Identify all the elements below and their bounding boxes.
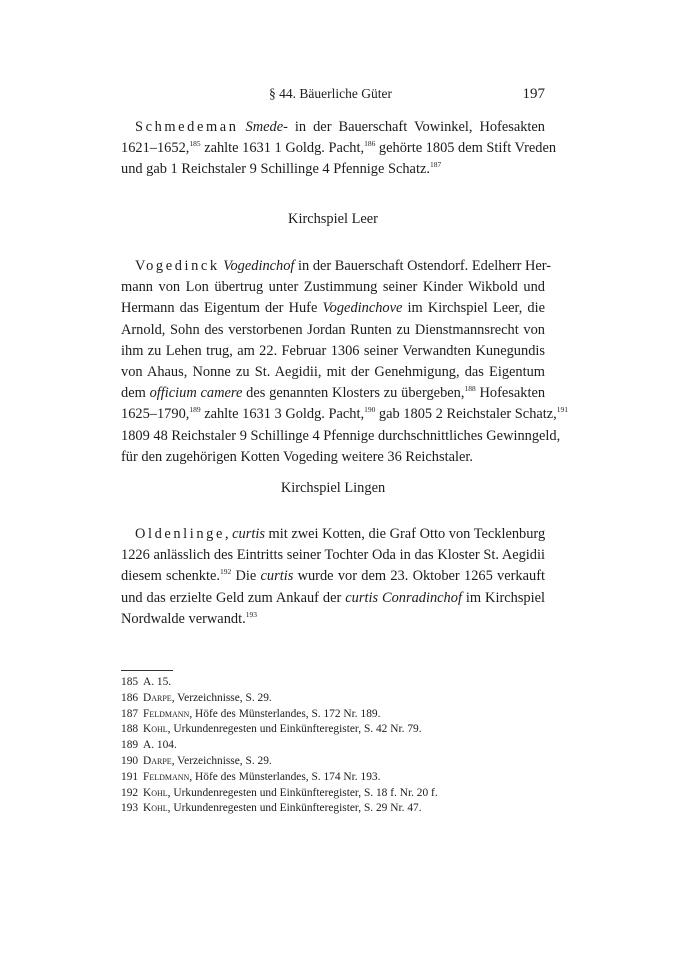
text-line: dem officium camere des genannten Klosters zu übergeben,$^{188}$ Hofesakten — [121, 384, 546, 402]
footnote-author: Darpe — [143, 691, 172, 704]
footnote: 191 Feldmann, Höfe des Münsterlandes, S. 174 Nr. 193. — [121, 770, 545, 786]
footnote-ref: 193 — [245, 609, 257, 619]
text-line: Vogedinck Vogedinchof in der Bauerschaft Ostendorf. Edelherr Her- — [135, 258, 552, 274]
footnote: 186 Darpe, Verzeichnisse, S. 29. — [121, 691, 545, 707]
entry-name: Schmedeman — [135, 119, 239, 135]
entry-schmedeman — [121, 117, 557, 181]
footnote-number: 190 — [121, 754, 139, 767]
footnote: 193 Kohl, Urkundenregesten und Einkünfteregister, S. 29 Nr. 47. — [121, 801, 545, 817]
text-line: ihm zu Lehen trug, am 22. Februar 1306 seiner Verwandten Kunegundis — [121, 342, 545, 359]
footnote: 188 Kohl, Urkundenregesten und Einkünfteregister, S. 42 Nr. 79. — [121, 722, 545, 738]
text-line: Nordwalde verwandt.$^{193}$ — [121, 609, 257, 627]
footnote: 187 Feldmann, Höfe des Münsterlandes, S. 172 Nr. 189. — [121, 707, 545, 723]
footnote-number: 188 — [121, 723, 139, 736]
footnote-ref: 186 — [364, 139, 376, 149]
page-number: 197 — [522, 86, 545, 102]
text-line: Arnold, Sohn des verstorbenen Jordan Runten zu Dienstmannsrecht von — [121, 321, 545, 338]
entry-name: Vogedinck — [135, 258, 220, 274]
text-line: 1625–1790,$^{189}$ zahlte 1631 3 Goldg. Pacht,$^{190}$ gab 1805 2 Reichstaler Schatz,$^{191}$ — [121, 405, 569, 423]
footnote-ref: 192 — [219, 567, 232, 577]
entry-vogedinck — [121, 256, 569, 468]
footnote-author: Kohl — [143, 786, 168, 799]
footnote-number: 186 — [121, 691, 139, 704]
footnote: 185 A. 15. — [121, 675, 545, 691]
footnote: 190 Darpe, Verzeichnisse, S. 29. — [121, 754, 545, 770]
footnote-number: 192 — [121, 786, 139, 799]
text-line: Schmedeman Smede- in der Bauerschaft Vowinkel, Hofesakten — [135, 119, 545, 135]
entry-name: Oldenlinge — [135, 526, 225, 542]
footnote-ref: 190 — [364, 405, 376, 415]
footnote-author: Feldmann — [143, 770, 190, 783]
footnote-author: Kohl — [143, 723, 168, 736]
footnote-number: 193 — [121, 802, 139, 815]
footnote-ref: 191 — [556, 405, 569, 415]
footnote-author: Darpe — [143, 754, 172, 767]
footnote: 192 Kohl, Urkundenregesten und Einkünfteregister, S. 18 f. Nr. 20 f. — [121, 786, 545, 802]
footnote-divider — [121, 670, 173, 671]
footnote-author: Kohl — [143, 802, 168, 815]
section-heading-lingen: Kirchspiel Lingen — [280, 480, 386, 496]
page-header — [121, 84, 545, 104]
entry-oldenlinge — [121, 524, 545, 630]
footnotes — [121, 675, 545, 817]
footnote-ref: 187 — [429, 160, 442, 170]
text-line: Oldenlinge, curtis mit zwei Kotten, die Graf Otto von Tecklenburg — [135, 526, 546, 542]
footnote-number: 191 — [121, 770, 139, 783]
footnote-ref: 185 — [189, 139, 201, 149]
text-line: mann von Lon übertrug unter Zustimmung seiner Kinder Wikbold und — [121, 279, 545, 296]
text-line: 1226 anlässlich des Eintritts seiner Tochter Oda in das Kloster St. Aegidii — [121, 547, 545, 564]
footnote-ref: 188 — [464, 384, 476, 394]
text-line: und gab 1 Reichstaler 9 Schillinge 4 Pfennige Schatz.$^{187}$ — [121, 160, 442, 178]
footnote-author: Feldmann — [143, 707, 190, 720]
text-line: 1621–1652,$^{185}$ zahlte 1631 1 Goldg. Pacht,$^{186}$ gehörte 1805 dem Stift Vreden — [121, 139, 557, 157]
footnote-number: 185 — [121, 676, 139, 688]
text-line: 1809 48 Reichstaler 9 Schillinge 4 Pfennige durchschnittliches Gewinngeld, — [121, 427, 561, 444]
footnote: 189 A. 104. — [121, 738, 545, 754]
text-line: diesem schenkte.$^{192}$ Die curtis wurde vor dem 23. Oktober 1265 verkauft — [121, 567, 545, 585]
section-heading-leer: Kirchspiel Leer — [288, 211, 378, 227]
text-line: und das erzielte Geld zum Ankauf der curtis Conradinchof im Kirchspiel — [121, 589, 545, 606]
text-line: von Ahaus, Nonne zu St. Aegidii, mit der Genehmigung, das Eigentum — [121, 364, 545, 381]
text-line: Hermann das Eigentum der Hufe Vogedinchove im Kirchspiel Leer, die — [121, 300, 545, 317]
text-line: für den zugehörigen Kotten Vogeding weitere 36 Reichstaler. — [121, 448, 473, 465]
running-title: § 44. Bäuerliche Güter — [269, 86, 392, 101]
footnote-number: 187 — [121, 707, 139, 720]
footnote-ref: 189 — [189, 405, 201, 415]
footnote-number: 189 — [121, 739, 139, 752]
